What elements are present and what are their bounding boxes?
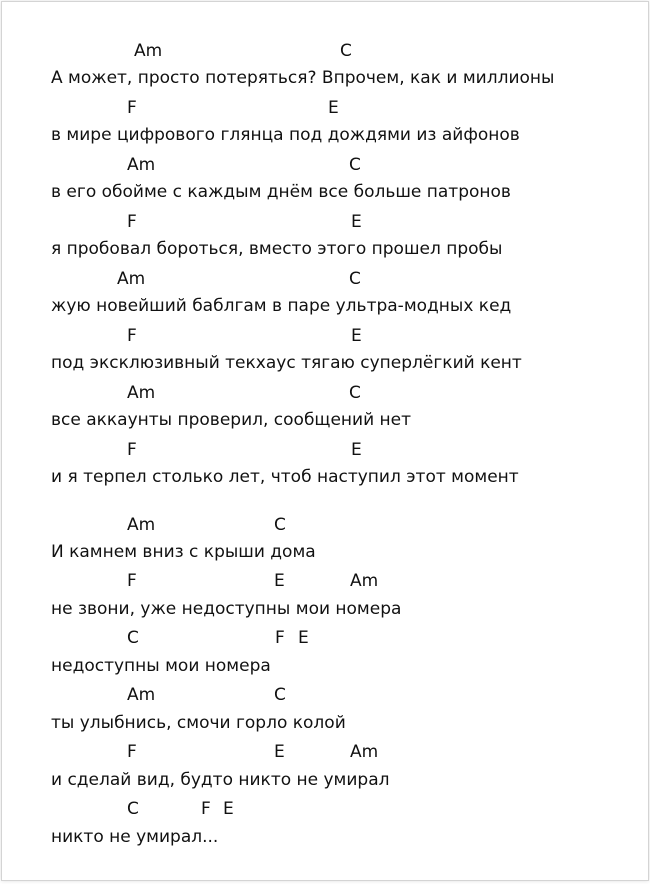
chord-line [2,267,648,291]
chord: Am [127,685,156,705]
chord: E [274,742,285,762]
lyric-line [2,237,648,261]
chord-line [2,569,648,593]
lyric-line [2,351,648,375]
chord: F [201,799,211,819]
chord: C [127,799,139,819]
chord: Am [127,383,156,403]
lyric-line [2,540,648,564]
lyric-line [2,66,648,90]
lyric-text: недоступны мои номера [51,656,271,676]
lyric-line [2,123,648,147]
lyric-text: в мире цифрового глянца под дождями из айфонов [51,125,520,145]
lyric-text: И камнем вниз с крыши дома [51,542,316,562]
chord: C [349,269,361,289]
chord-line [2,381,648,405]
chord: C [340,41,352,61]
lyric-line [2,768,648,792]
chord: Am [127,515,156,535]
chord-line [2,797,648,821]
chord-line [2,740,648,764]
chord: E [298,628,309,648]
lyric-line [2,294,648,318]
chord: Am [350,571,379,591]
lyric-text: не звони, уже недоступны мои номера [51,599,402,619]
song-text [2,2,648,880]
chord: E [351,212,362,232]
lyric-text: и я терпел столько лет, чтоб наступил этот момент [51,467,519,487]
lyric-line [2,408,648,432]
chord: E [351,326,362,346]
chord: F [127,98,137,118]
lyric-text: А может, просто потеряться? Впрочем, как и миллионы [51,68,555,88]
lyric-line [2,180,648,204]
chord: F [127,571,137,591]
chord: F [127,440,137,460]
chord: E [328,98,339,118]
chord-line [2,96,648,120]
chord: F [275,628,285,648]
chord-line [2,324,648,348]
chord: C [274,515,286,535]
chord: Am [127,155,156,175]
lyric-text: я пробовал бороться, вместо этого прошел пробы [51,239,503,259]
chord-line [2,210,648,234]
chord: F [127,742,137,762]
lyric-text: под эксклюзивный текхаус тягаю суперлёгкий кент [51,353,522,373]
chord-line [2,626,648,650]
chord: F [127,326,137,346]
chord-line [2,513,648,537]
chord: C [274,685,286,705]
chord-line [2,153,648,177]
chord: C [127,628,139,648]
lyrics-sheet [2,2,648,880]
lyric-text: жую новейший баблгам в паре ультра-модных кед [51,296,512,316]
chord: Am [117,269,146,289]
chord: F [127,212,137,232]
lyric-text: все аккаунты проверил, сообщений нет [51,410,411,430]
chord: Am [350,742,379,762]
lyric-line [2,597,648,621]
lyric-line [2,711,648,735]
chord-line [2,39,648,63]
lyric-line [2,825,648,849]
chord: C [349,383,361,403]
lyric-text: ты улыбнись, смочи горло колой [51,713,346,733]
lyric-text: в его обойме с каждым днём все больше патронов [51,182,511,202]
chord: C [349,155,361,175]
lyric-line [2,465,648,489]
chord-line [2,438,648,462]
chord: E [223,799,234,819]
chord-line [2,683,648,707]
chord: E [274,571,285,591]
lyric-line [2,654,648,678]
chord: Am [134,41,163,61]
chord: E [351,440,362,460]
lyric-text: никто не умирал... [51,827,219,847]
lyric-text: и сделай вид, будто никто не умирал [51,770,390,790]
